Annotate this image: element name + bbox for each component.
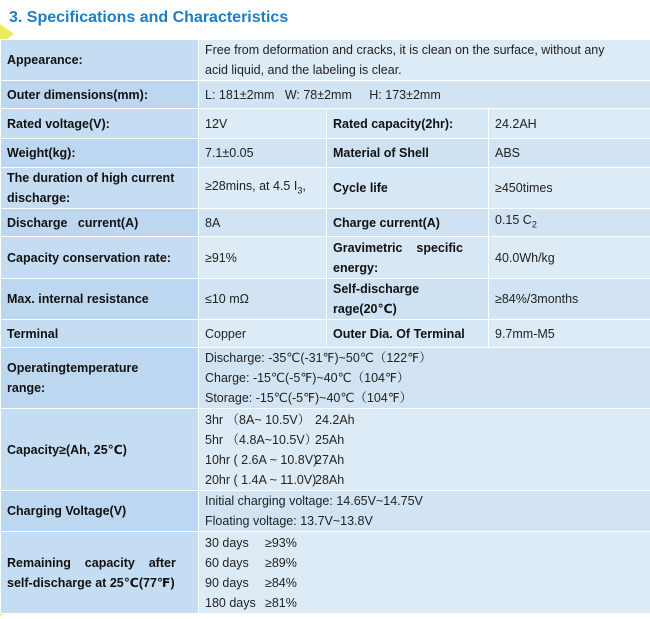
- capacity-value: [199, 409, 650, 491]
- self-discharge-value: ≥84%/3months: [489, 279, 650, 320]
- charging-voltage-label: Charging Voltage(V): [1, 491, 199, 532]
- dim-w: W: 78±2mm: [284, 87, 352, 102]
- row-rated-voltage: [1, 109, 650, 139]
- row-capacity-conservation: [1, 237, 650, 279]
- rated-capacity-label: Rated capacity(2hr):: [327, 109, 489, 139]
- terminal-dia-value: 9.7mm-M5: [489, 320, 650, 348]
- row-discharge-current: [1, 209, 650, 237]
- discharge-current-value: 8A: [199, 209, 327, 237]
- row-weight: [1, 139, 650, 168]
- outer-dimensions-label: Outer dimensions(mm):: [1, 81, 199, 109]
- capacity-line: 20hr ( 1.4A ~ 11.0V)28Ah: [205, 472, 345, 487]
- row-remaining-capacity: [1, 532, 650, 614]
- capacity-line: 3hr （8A~ 10.5V） 24.2Ah: [205, 412, 355, 427]
- remaining-capacity-value: [199, 532, 650, 614]
- row-outer-dimensions: [1, 81, 650, 109]
- row-capacity: [1, 409, 650, 491]
- appearance-value: Free from deformation and cracks, it is clean on the surface, without any acid liquid, and the labeling is clear.: [199, 40, 650, 81]
- cycle-life-value: ≥450times: [489, 168, 650, 209]
- temp-charge: Charge: -15℃(-5℉)~40℃（104℉）: [205, 371, 410, 385]
- terminal-dia-label: Outer Dia. Of Terminal: [327, 320, 489, 348]
- capacity-conservation-value: ≥91%: [199, 237, 327, 279]
- high-current-label: The duration of high current discharge:: [1, 168, 199, 209]
- rated-capacity-value: 24.2AH: [489, 109, 650, 139]
- appearance-label: Appearance:: [1, 40, 199, 81]
- capacity-label: Capacity≥(Ah, 25℃): [1, 409, 199, 491]
- row-high-current: [1, 168, 650, 209]
- internal-resistance-label: Max. internal resistance: [1, 279, 199, 320]
- rated-voltage-label: Rated voltage(V):: [1, 109, 199, 139]
- row-operating-temperature: [1, 348, 650, 409]
- gravimetric-energy-label: Gravimetric specific energy:: [327, 237, 489, 279]
- cycle-life-label: Cycle life: [327, 168, 489, 209]
- weight-value: 7.1±0.05: [199, 139, 327, 168]
- operating-temperature-value: [199, 348, 650, 409]
- remaining-capacity-label: Remaining capacity after self-discharge at 25℃(77℉): [1, 532, 199, 614]
- row-terminal: [1, 320, 650, 348]
- initial-charging-voltage: Initial charging voltage: 14.65V~14.75V: [205, 494, 423, 508]
- charge-current-label: Charge current(A): [327, 209, 489, 237]
- row-appearance: [1, 40, 650, 81]
- row-internal-resistance: [1, 279, 650, 320]
- weight-label: Weight(kg):: [1, 139, 199, 168]
- high-current-value: ≥28mins, at 4.5 $I_3$,: [199, 168, 327, 209]
- charging-voltage-value: [199, 491, 650, 532]
- outer-dimensions-value: [199, 81, 650, 109]
- self-discharge-label: Self-discharge rage(20℃): [327, 279, 489, 320]
- section-title: 3. Specifications and Characteristics: [9, 9, 289, 26]
- material-value: ABS: [489, 139, 650, 168]
- dim-l: L: 181±2mm: [205, 87, 275, 102]
- internal-resistance-value: ≤10 mΩ: [199, 279, 327, 320]
- operating-temperature-label: Operatingtemperature range:: [1, 348, 199, 409]
- floating-voltage: Floating voltage: 13.7V~13.8V: [205, 514, 373, 528]
- discharge-current-label: Discharge current(A): [1, 209, 199, 237]
- capacity-conservation-label: Capacity conservation rate:: [1, 237, 199, 279]
- row-charging-voltage: [1, 491, 650, 532]
- remaining-line: 60 days ≥89%: [205, 555, 297, 570]
- remaining-line: 90 days ≥84%: [205, 575, 297, 590]
- terminal-label: Terminal: [1, 320, 199, 348]
- material-label: Material of Shell: [327, 139, 489, 168]
- dim-h: H: 173±2mm: [369, 87, 441, 102]
- specifications-table: [0, 39, 650, 614]
- rated-voltage-value: 12V: [199, 109, 327, 139]
- charge-current-value: 0.15 $C_2$: [489, 209, 650, 237]
- temp-storage: Storage: -15℃(-5℉)~40℃（104℉）: [205, 391, 413, 405]
- remaining-line: 30 days ≥93%: [205, 535, 297, 550]
- gravimetric-energy-value: 40.0Wh/kg: [489, 237, 650, 279]
- remaining-line: 180 days ≥81%: [205, 595, 297, 610]
- capacity-line: 5hr （4.8A~10.5V）25Ah: [205, 432, 345, 447]
- capacity-line: 10hr ( 2.6A ~ 10.8V)27Ah: [205, 452, 345, 467]
- terminal-value: Copper: [199, 320, 327, 348]
- temp-discharge: Discharge: -35℃(-31℉)~50℃（122℉）: [205, 351, 432, 365]
